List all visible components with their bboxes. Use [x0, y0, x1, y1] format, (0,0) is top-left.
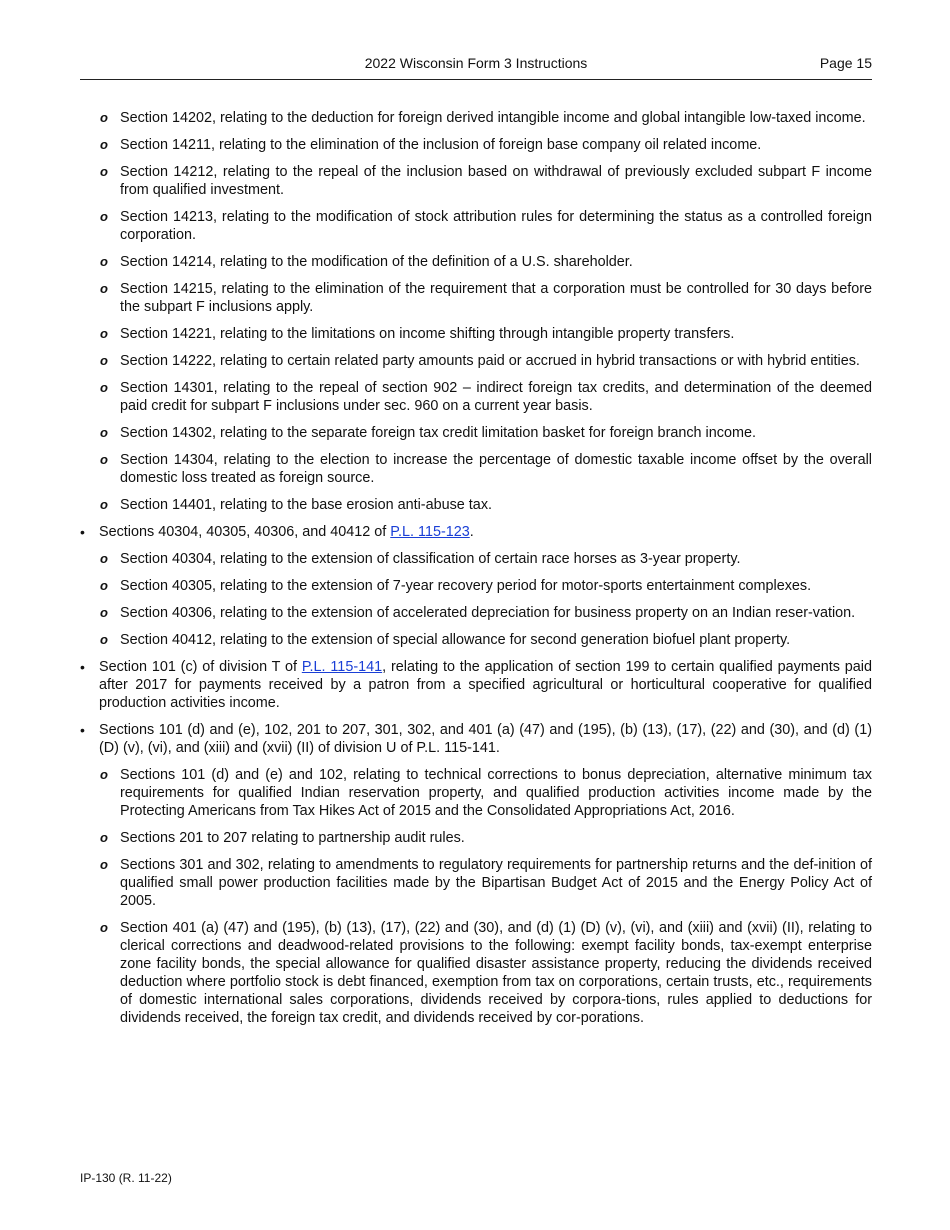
- list-item-text: Section 14214, relating to the modification of the definition of a U.S. shareholder.: [120, 254, 633, 270]
- document-body: [80, 109, 872, 1036]
- circle-bullet-icon: o: [100, 605, 108, 620]
- list-item: [99, 631, 872, 649]
- bullet-icon: •: [80, 722, 85, 738]
- list-item: [99, 325, 872, 343]
- circle-bullet-icon: o: [100, 497, 108, 512]
- list-item-text: Section 14401, relating to the base erosion anti-abuse tax.: [120, 497, 493, 513]
- list-item: [99, 577, 872, 595]
- list-item: [80, 523, 872, 541]
- list-item-text: Sections 301 and 302, relating to amendments to regulatory requirements for partnership returns and the def-inition of qualified small power production facilities made by the Bipartisan Budget Act of 2015 and the Energy Policy Act of 2005.: [120, 857, 872, 909]
- list-item: [99, 766, 872, 820]
- list-item: [99, 163, 872, 199]
- list-item-text: Sections 101 (d) and (e), 102, 201 to 207, 301, 302, and 401 (a) (47) and (195), (b) (13), (17), (22) and (30), and (d) (1) (D) (v), (vi), and (xiii) and (xvii) (II) of division U of P.L. 115-141.: [99, 722, 872, 756]
- circle-bullet-icon: o: [100, 830, 108, 845]
- list-item: [99, 829, 872, 847]
- list-item: [99, 253, 872, 271]
- circle-bullet-icon: o: [100, 209, 108, 224]
- list-item-text: Section 101 (c) of division T of: [99, 659, 302, 675]
- circle-bullet-icon: o: [100, 164, 108, 179]
- list-item: [99, 379, 872, 415]
- list-item-text: , relating to the application of section 199 to certain qualified payments paid after 2017 for payments received by a patron from a specified agricultural or horticultural cooperative for qualified production activities income.: [99, 659, 872, 711]
- list-item: [99, 208, 872, 244]
- list-item: [99, 109, 872, 127]
- circle-bullet-icon: o: [100, 452, 108, 467]
- list-item-text: Sections 201 to 207 relating to partnership audit rules.: [120, 830, 465, 846]
- circle-bullet-icon: o: [100, 254, 108, 269]
- circle-bullet-icon: o: [100, 425, 108, 440]
- list-item: [99, 496, 872, 514]
- list-item: [99, 136, 872, 154]
- list-item: [99, 919, 872, 1027]
- circle-bullet-icon: o: [100, 857, 108, 872]
- circle-bullet-icon: o: [100, 137, 108, 152]
- list-item: [99, 856, 872, 910]
- list-item-text: Section 14213, relating to the modification of stock attribution rules for determining the status as a controlled foreign corporation.: [120, 209, 872, 243]
- list-item: [99, 604, 872, 622]
- circle-bullet-icon: o: [100, 632, 108, 647]
- bullet-icon: •: [80, 524, 85, 540]
- list-item-text: Section 14302, relating to the separate foreign tax credit limitation basket for foreign branch income.: [120, 425, 756, 441]
- page-number: Page 15: [819, 55, 872, 71]
- page-header: [80, 55, 872, 80]
- form-id-footer: IP-130 (R. 11-22): [80, 1171, 172, 1185]
- list-item-text: Section 14215, relating to the elimination of the requirement that a corporation must be controlled for 30 days before the subpart F inclusions apply.: [120, 281, 872, 315]
- list-item-text: Section 14304, relating to the election to increase the percentage of domestic taxable income offset by the overall domestic loss treated as foreign source.: [120, 452, 872, 486]
- circle-bullet-icon: o: [100, 551, 108, 566]
- list-item-text: Section 14212, relating to the repeal of the inclusion based on withdrawal of previously excluded subpart F income from qualified investment.: [120, 164, 872, 198]
- list-item-text: Sections 40304, 40305, 40306, and 40412 of: [99, 524, 391, 540]
- list-item-text: Sections 101 (d) and (e) and 102, relating to technical corrections to bonus depreciation, alternative minimum tax requirements for qualified Indian reservation property, and qualified production activities income made by the Protecting Americans from Tax Hikes Act of 2015 and the Consolidated Appropriations Act, 2016.: [120, 767, 872, 819]
- list-item: [80, 658, 872, 712]
- list-item: [99, 451, 872, 487]
- list-item-text: Section 14221, relating to the limitations on income shifting through intangible property transfers.: [120, 326, 735, 342]
- pl-115-141-link[interactable]: P.L. 115-141: [301, 659, 383, 675]
- circle-bullet-icon: o: [100, 326, 108, 341]
- list-item-text: .: [469, 524, 474, 540]
- circle-bullet-icon: o: [100, 578, 108, 593]
- list-item-text: Section 40305, relating to the extension of 7-year recovery period for motor-sports entertainment complexes.: [120, 578, 812, 594]
- circle-bullet-icon: o: [100, 281, 108, 296]
- page-title: 2022 Wisconsin Form 3 Instructions: [364, 55, 588, 71]
- list-item-text: Section 14202, relating to the deduction for foreign derived intangible income and global intangible low-taxed income.: [120, 110, 866, 126]
- circle-bullet-icon: o: [100, 767, 108, 782]
- list-item-text: Section 40412, relating to the extension of special allowance for second generation biofuel plant property.: [120, 632, 791, 648]
- list-item-text: Section 40306, relating to the extension of accelerated depreciation for business property on an Indian reser-vation.: [120, 605, 856, 621]
- list-item-text: Section 14211, relating to the elimination of the inclusion of foreign base company oil related income.: [120, 137, 762, 153]
- circle-bullet-icon: o: [100, 353, 108, 368]
- circle-bullet-icon: o: [100, 920, 108, 935]
- pl-115-123-link[interactable]: P.L. 115-123: [390, 524, 470, 540]
- list-item: [99, 550, 872, 568]
- circle-bullet-icon: o: [100, 110, 108, 125]
- list-item-text: Section 40304, relating to the extension of classification of certain race horses as 3-year property.: [120, 551, 741, 567]
- list-item: [99, 352, 872, 370]
- bullet-icon: •: [80, 659, 85, 675]
- list-item: [80, 721, 872, 757]
- list-item: [99, 424, 872, 442]
- list-item-text: Section 401 (a) (47) and (195), (b) (13), (17), (22) and (30), and (d) (1) (D) (v), (vi), and (xiii) and (xvii) (II), relating to clerical corrections and deadwood-related provisions to the following: exempt facility bonds, tax-exempt enterprise zone facility bonds, the special allowance for qualified disaster assistance property, reducing the dividends received deduction where portfolio stock is debt financed, exemption from tax on corporations, certain trusts, etc., requirements of domestic international sales corporations, dividends received by corpora-tions, rules applied to deductions for dividends received, the foreign tax credit, and dividends received by cor-porations.: [120, 920, 872, 1026]
- list-item-text: Section 14301, relating to the repeal of section 902 – indirect foreign tax credits, and determination of the deemed paid credit for subpart F inclusions under sec. 960 on a current year basis.: [120, 380, 872, 414]
- circle-bullet-icon: o: [100, 380, 108, 395]
- list-item: [99, 280, 872, 316]
- list-item-text: Section 14222, relating to certain related party amounts paid or accrued in hybrid transactions or with hybrid entities.: [120, 353, 860, 369]
